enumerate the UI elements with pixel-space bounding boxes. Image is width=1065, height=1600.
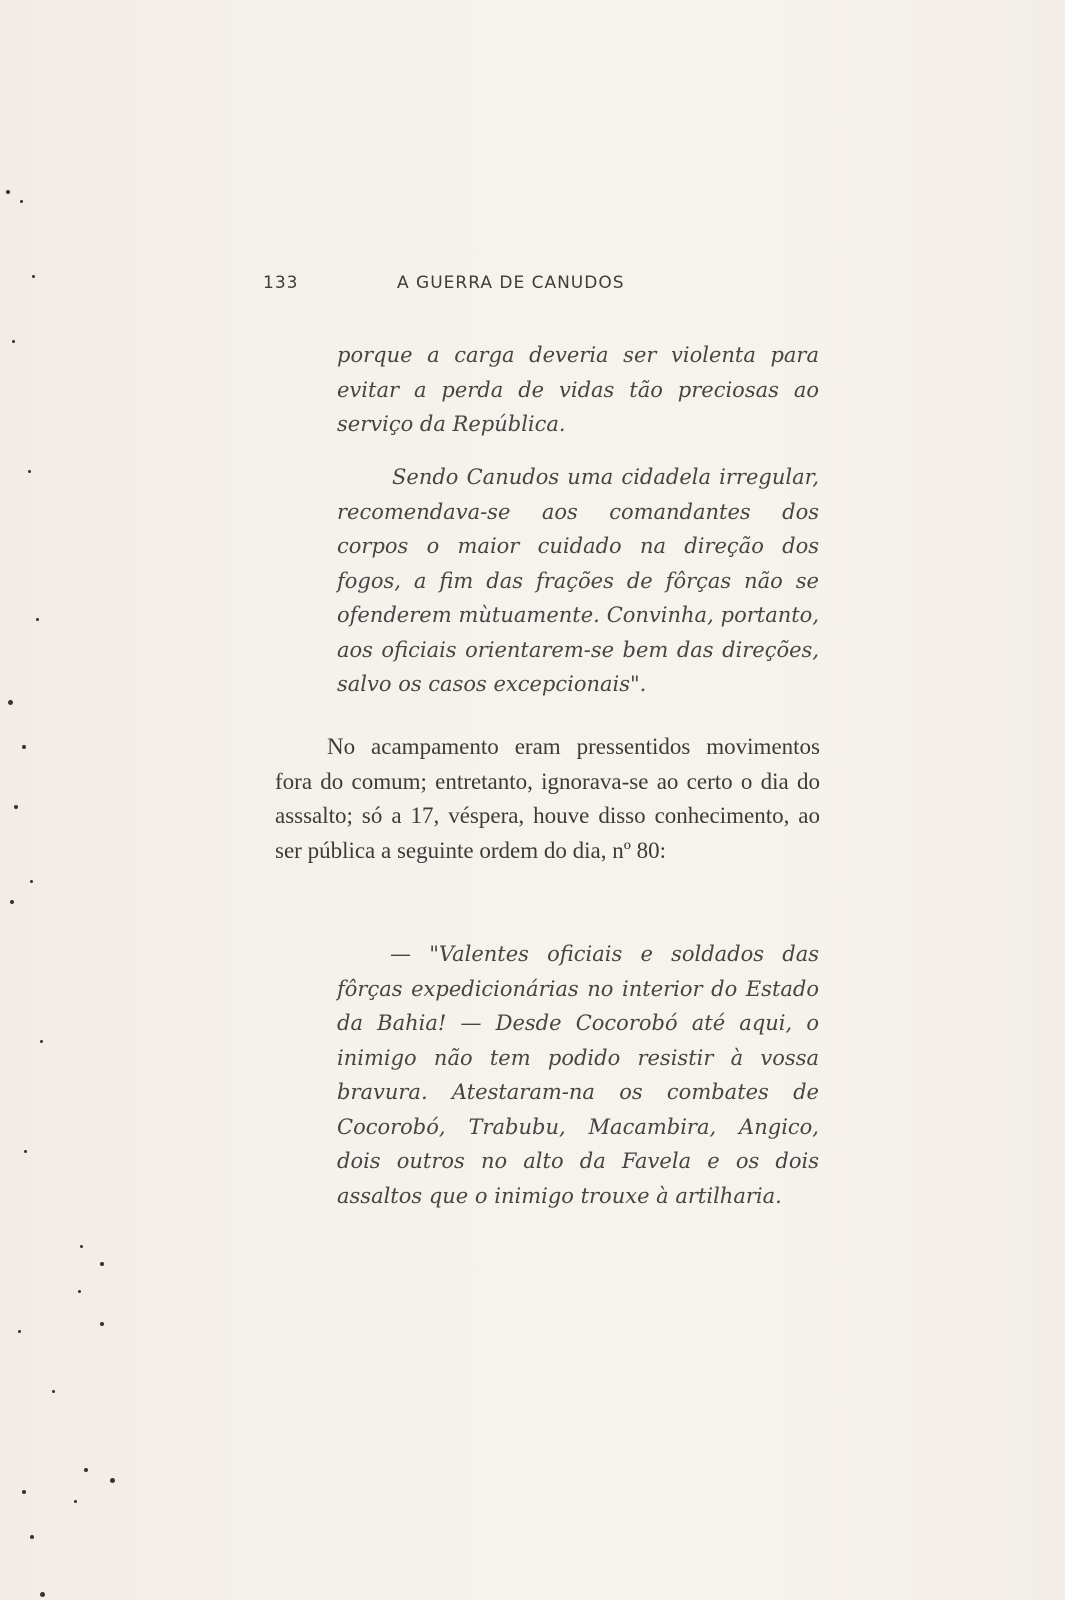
paragraph-narrative: No acampamento eram pressentidos movimentos fora do comum; entretanto, ignorava-se ao certo o dia do asssalto; só a 17, véspera, houve disso conhecimento, ao ser pública a seguinte ordem do dia, nº 80: (275, 734, 820, 863)
paragraph-quote-canudos: Sendo Canudos uma cidadela irregular, recomendava-se aos comandantes dos corpos o maior cuidado na direção dos fogos, a fim das frações de fôrças não se ofenderem mùtuamente. Convinha, portanto, aos oficiais orientarem-se bem das direções, salvo os casos excepcionais". (337, 465, 819, 696)
running-title: A GUERRA DE CANUDOS (397, 273, 625, 293)
paragraph-quote-end: porque a carga deveria ser violenta para evitar a perda de vidas tão preciosas ao serviço da República. (337, 343, 819, 436)
page-number: 133 (263, 273, 299, 293)
paragraph-order-of-day: — "Valentes oficiais e soldados das fôrças expedicionárias no interior do Estado da Bahia! — Desde Cocorobó até aqui, o inimigo não tem podido resistir à vossa bravura. Atestaram-na os combates de Cocorobó, Trabubu, Macambira, Angico, dois outros no alto da Favela e os dois assaltos que o inimigo trouxe à artilharia. (337, 942, 819, 1208)
